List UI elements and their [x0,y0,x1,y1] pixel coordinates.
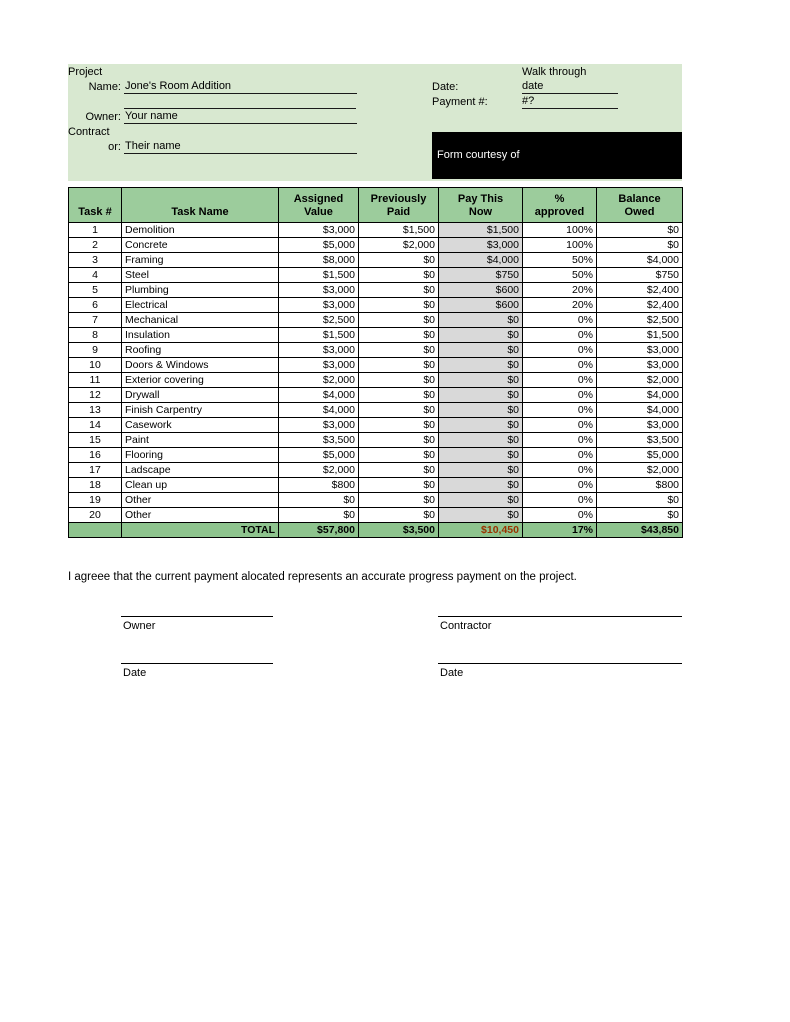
cell-pay-this-now[interactable]: $0 [439,388,523,403]
cell-task-number[interactable]: 13 [69,403,122,418]
cell-percent-approved[interactable]: 20% [523,298,597,313]
column-header-assigned-value-line1: Assigned [293,193,344,205]
cell-task-number[interactable]: 8 [69,328,122,343]
cell-task-name[interactable]: Clean up [122,478,279,493]
cell-percent-approved[interactable]: 0% [523,433,597,448]
payment-number-field-row[interactable] [432,94,682,109]
cell-task-name[interactable]: Demolition [122,223,279,238]
table-row [69,313,683,328]
cell-assigned-value[interactable]: $2,000 [279,373,359,388]
owner-signature-line[interactable] [121,616,273,617]
cell-percent-approved[interactable]: 0% [523,388,597,403]
cell-previously-paid[interactable]: $0 [359,328,439,343]
cell-balance-owed[interactable]: $1,500 [597,328,683,343]
cell-percent-approved[interactable]: 0% [523,328,597,343]
walk-through-label-row [432,64,682,79]
table-row [69,328,683,343]
cell-balance-owed[interactable]: $0 [597,223,683,238]
table-header-row [69,188,683,223]
cell-assigned-value[interactable]: $0 [279,493,359,508]
cell-assigned-value[interactable]: $3,000 [279,283,359,298]
cell-assigned-value[interactable]: $4,000 [279,403,359,418]
column-header-balance-owed-line1: Balance [618,193,661,205]
contractor-signature-label: Contractor [440,620,492,632]
cell-assigned-value[interactable]: $3,000 [279,223,359,238]
cell-previously-paid[interactable]: $0 [359,448,439,463]
cell-balance-owed[interactable]: $2,400 [597,283,683,298]
table-row [69,268,683,283]
cell-previously-paid[interactable]: $0 [359,493,439,508]
cell-percent-approved[interactable]: 0% [523,418,597,433]
total-balance-owed: $43,850 [597,523,683,538]
cell-assigned-value[interactable]: $8,000 [279,253,359,268]
cell-balance-owed[interactable]: $2,500 [597,313,683,328]
cell-pay-this-now[interactable]: $0 [439,433,523,448]
cell-percent-approved[interactable]: 0% [523,313,597,328]
project-name-extra-input[interactable] [124,95,356,109]
cell-previously-paid[interactable]: $0 [359,253,439,268]
cell-balance-owed[interactable]: $2,400 [597,298,683,313]
cell-pay-this-now[interactable]: $0 [439,328,523,343]
cell-task-name[interactable]: Roofing [122,343,279,358]
cell-pay-this-now[interactable]: $0 [439,343,523,358]
table-row [69,448,683,463]
table-row [69,373,683,388]
cell-task-number[interactable]: 18 [69,478,122,493]
project-info-panel [68,64,682,181]
cell-task-number[interactable]: 6 [69,298,122,313]
cell-percent-approved[interactable]: 0% [523,478,597,493]
table-row [69,298,683,313]
cell-task-number[interactable]: 15 [69,433,122,448]
contractor-label-line1: Contract [68,126,110,138]
table-row [69,223,683,238]
cell-task-name[interactable]: Finish Carpentry [122,403,279,418]
cell-task-name[interactable]: Ladscape [122,463,279,478]
cell-task-number[interactable]: 12 [69,388,122,403]
cell-balance-owed[interactable]: $800 [597,478,683,493]
table-row [69,433,683,448]
payment-number-input[interactable]: #? [522,95,618,109]
total-percent-approved: 17% [523,523,597,538]
cell-balance-owed[interactable]: $0 [597,493,683,508]
column-header-pay-this-now [439,188,523,223]
form-courtesy-banner [432,132,682,179]
cell-task-name[interactable]: Paint [122,433,279,448]
form-courtesy-text: Form courtesy of [437,149,520,161]
total-label: TOTAL [122,523,279,538]
cell-previously-paid[interactable]: $0 [359,433,439,448]
cell-task-name[interactable]: Flooring [122,448,279,463]
total-pay-this-now: $10,450 [439,523,523,538]
table-row [69,478,683,493]
cell-pay-this-now[interactable]: $4,000 [439,253,523,268]
cell-balance-owed[interactable]: $5,000 [597,448,683,463]
cell-task-name[interactable]: Drywall [122,388,279,403]
cell-task-name[interactable]: Exterior covering [122,373,279,388]
cell-pay-this-now[interactable]: $0 [439,493,523,508]
walk-through-line1: Walk through [522,66,587,78]
cell-percent-approved[interactable]: 50% [523,253,597,268]
cell-previously-paid[interactable]: $0 [359,508,439,523]
cell-assigned-value[interactable]: $3,000 [279,418,359,433]
table-row [69,388,683,403]
cell-pay-this-now[interactable]: $0 [439,358,523,373]
cell-assigned-value[interactable]: $0 [279,508,359,523]
table-row [69,403,683,418]
cell-pay-this-now[interactable]: $0 [439,508,523,523]
cell-task-number[interactable]: 2 [69,238,122,253]
cell-task-name[interactable]: Other [122,508,279,523]
column-header-pay-this-now-line1: Pay This [457,193,504,205]
cell-task-name[interactable]: Concrete [122,238,279,253]
column-header-balance-owed [597,188,683,223]
cell-previously-paid[interactable]: $0 [359,373,439,388]
owner-label: Owner: [85,111,121,123]
table-row [69,493,683,508]
cell-previously-paid[interactable]: $2,000 [359,238,439,253]
cell-previously-paid[interactable]: $0 [359,388,439,403]
cell-percent-approved[interactable]: 20% [523,283,597,298]
column-header-task-name [122,188,279,223]
cell-previously-paid[interactable]: $0 [359,403,439,418]
cell-assigned-value[interactable]: $5,000 [279,448,359,463]
table-header [69,188,683,223]
column-header-previously-paid-line2: Paid [386,206,411,218]
column-header-assigned-value-line2: Value [304,206,333,218]
cell-pay-this-now[interactable]: $0 [439,463,523,478]
cell-task-number[interactable]: 14 [69,418,122,433]
cell-task-name[interactable]: Mechanical [122,313,279,328]
date-field-row[interactable] [432,79,682,94]
column-header-previously-paid [359,188,439,223]
cell-balance-owed[interactable]: $750 [597,268,683,283]
cell-assigned-value[interactable]: $5,000 [279,238,359,253]
table-row [69,283,683,298]
project-name-label-line2: Name: [88,81,121,93]
date-input[interactable]: date [522,80,618,94]
cell-pay-this-now[interactable]: $1,500 [439,223,523,238]
cell-previously-paid[interactable]: $0 [359,298,439,313]
table-body [69,223,683,538]
cell-task-name[interactable]: Electrical [122,298,279,313]
cell-balance-owed[interactable]: $0 [597,238,683,253]
cell-assigned-value[interactable]: $1,500 [279,328,359,343]
owner-signature-label: Owner [123,620,156,632]
table-row [69,418,683,433]
table-row [69,463,683,478]
cell-balance-owed[interactable]: $4,000 [597,253,683,268]
column-header-assigned-value [279,188,359,223]
cell-task-name[interactable]: Plumbing [122,283,279,298]
cell-previously-paid[interactable]: $0 [359,268,439,283]
cell-previously-paid[interactable]: $0 [359,478,439,493]
table-row [69,508,683,523]
date-label: Date: [432,81,459,93]
column-header-percent-approved [523,188,597,223]
cell-task-number[interactable]: 7 [69,313,122,328]
cell-task-name[interactable]: Insulation [122,328,279,343]
column-header-task-name-line1: Task Name [171,206,229,218]
cell-assigned-value[interactable]: $3,500 [279,433,359,448]
column-header-percent-approved-line2: approved [534,206,585,218]
cell-task-number[interactable]: 1 [69,223,122,238]
cell-pay-this-now[interactable]: $0 [439,313,523,328]
cell-previously-paid[interactable]: $0 [359,358,439,373]
column-header-percent-approved-line1: % [554,193,565,205]
cell-task-number[interactable]: 3 [69,253,122,268]
project-name-input[interactable]: Jone's Room Addition [124,80,357,94]
project-name-field-row[interactable] [68,79,368,94]
cell-percent-approved[interactable]: 0% [523,403,597,418]
column-header-previously-paid-line1: Previously [370,193,427,205]
contractor-field-row[interactable] [68,139,368,154]
cell-pay-this-now[interactable]: $0 [439,418,523,433]
cell-percent-approved[interactable]: 0% [523,373,597,388]
agreement-statement: I agreee that the current payment alocated represents an accurate progress payment on the project. [68,571,577,583]
payment-number-label: Payment #: [432,96,488,108]
cell-balance-owed[interactable]: $2,000 [597,463,683,478]
cell-assigned-value[interactable]: $3,000 [279,343,359,358]
cell-task-name[interactable]: Casework [122,418,279,433]
cell-pay-this-now[interactable]: $600 [439,298,523,313]
owner-input[interactable]: Your name [124,110,357,124]
owner-field-row[interactable] [68,109,368,124]
cell-pay-this-now[interactable]: $0 [439,373,523,388]
project-name-label-row [68,64,368,79]
table-row [69,343,683,358]
cell-balance-owed[interactable]: $3,000 [597,418,683,433]
cell-pay-this-now[interactable]: $0 [439,448,523,463]
cell-balance-owed[interactable]: $4,000 [597,388,683,403]
cell-task-name[interactable]: Framing [122,253,279,268]
cell-percent-approved[interactable]: 0% [523,493,597,508]
cell-previously-paid[interactable]: $0 [359,463,439,478]
cell-pay-this-now[interactable]: $600 [439,283,523,298]
cell-balance-owed[interactable]: $3,500 [597,433,683,448]
project-info-left-column [68,64,368,154]
table-total-row [69,523,683,538]
cell-task-number[interactable]: 16 [69,448,122,463]
cell-previously-paid[interactable]: $1,500 [359,223,439,238]
owner-date-label: Date [123,667,147,679]
cell-task-name[interactable]: Steel [122,268,279,283]
cell-assigned-value[interactable]: $3,000 [279,358,359,373]
cell-task-name[interactable]: Doors & Windows [122,358,279,373]
cell-task-number[interactable]: 5 [69,283,122,298]
cell-task-number[interactable]: 11 [69,373,122,388]
project-info-right-column [432,64,682,109]
cell-assigned-value[interactable]: $1,500 [279,268,359,283]
cell-task-number[interactable]: 20 [69,508,122,523]
cell-assigned-value[interactable]: $2,500 [279,313,359,328]
cell-assigned-value[interactable]: $3,000 [279,298,359,313]
cell-pay-this-now[interactable]: $750 [439,268,523,283]
cell-task-number[interactable]: 17 [69,463,122,478]
owner-date-line[interactable] [121,663,273,664]
cell-task-number[interactable]: 10 [69,358,122,373]
table-row [69,238,683,253]
cell-percent-approved[interactable]: 0% [523,343,597,358]
contractor-label-row [68,124,368,139]
cell-assigned-value[interactable]: $2,000 [279,463,359,478]
cell-previously-paid[interactable]: $0 [359,313,439,328]
total-assigned-value: $57,800 [279,523,359,538]
project-name-extra-line-row[interactable] [68,94,368,109]
cell-assigned-value[interactable]: $4,000 [279,388,359,403]
cell-balance-owed[interactable]: $3,000 [597,343,683,358]
cell-balance-owed[interactable]: $2,000 [597,373,683,388]
cell-percent-approved[interactable]: 100% [523,223,597,238]
cell-pay-this-now[interactable]: $3,000 [439,238,523,253]
cell-task-number[interactable]: 4 [69,268,122,283]
cell-balance-owed[interactable]: $0 [597,508,683,523]
cell-percent-approved[interactable]: 0% [523,448,597,463]
cell-previously-paid[interactable]: $0 [359,418,439,433]
contractor-date-line[interactable] [438,663,682,664]
cell-pay-this-now[interactable]: $0 [439,478,523,493]
total-previously-paid: $3,500 [359,523,439,538]
cell-task-number[interactable]: 9 [69,343,122,358]
contractor-input[interactable]: Their name [124,140,357,154]
contractor-signature-line[interactable] [438,616,682,617]
cell-balance-owed[interactable]: $4,000 [597,403,683,418]
contractor-date-label: Date [440,667,464,679]
table-row [69,253,683,268]
cell-previously-paid[interactable]: $0 [359,343,439,358]
column-header-pay-this-now-line2: Now [468,206,493,218]
payment-schedule-table [68,187,683,538]
contractor-label-line2: or: [108,141,121,153]
total-spacer-task-number [69,523,122,538]
project-name-label-line1: Project [68,66,103,78]
column-header-task-number [69,188,122,223]
column-header-task-number-line1: Task # [78,206,112,218]
cell-percent-approved[interactable]: 0% [523,463,597,478]
table-row [69,358,683,373]
cell-task-number[interactable]: 19 [69,493,122,508]
cell-percent-approved[interactable]: 0% [523,508,597,523]
cell-percent-approved[interactable]: 50% [523,268,597,283]
cell-assigned-value[interactable]: $800 [279,478,359,493]
cell-percent-approved[interactable]: 100% [523,238,597,253]
cell-task-name[interactable]: Other [122,493,279,508]
column-header-balance-owed-line2: Owed [624,206,655,218]
cell-previously-paid[interactable]: $0 [359,283,439,298]
cell-pay-this-now[interactable]: $0 [439,403,523,418]
cell-balance-owed[interactable]: $3,000 [597,358,683,373]
cell-percent-approved[interactable]: 0% [523,358,597,373]
